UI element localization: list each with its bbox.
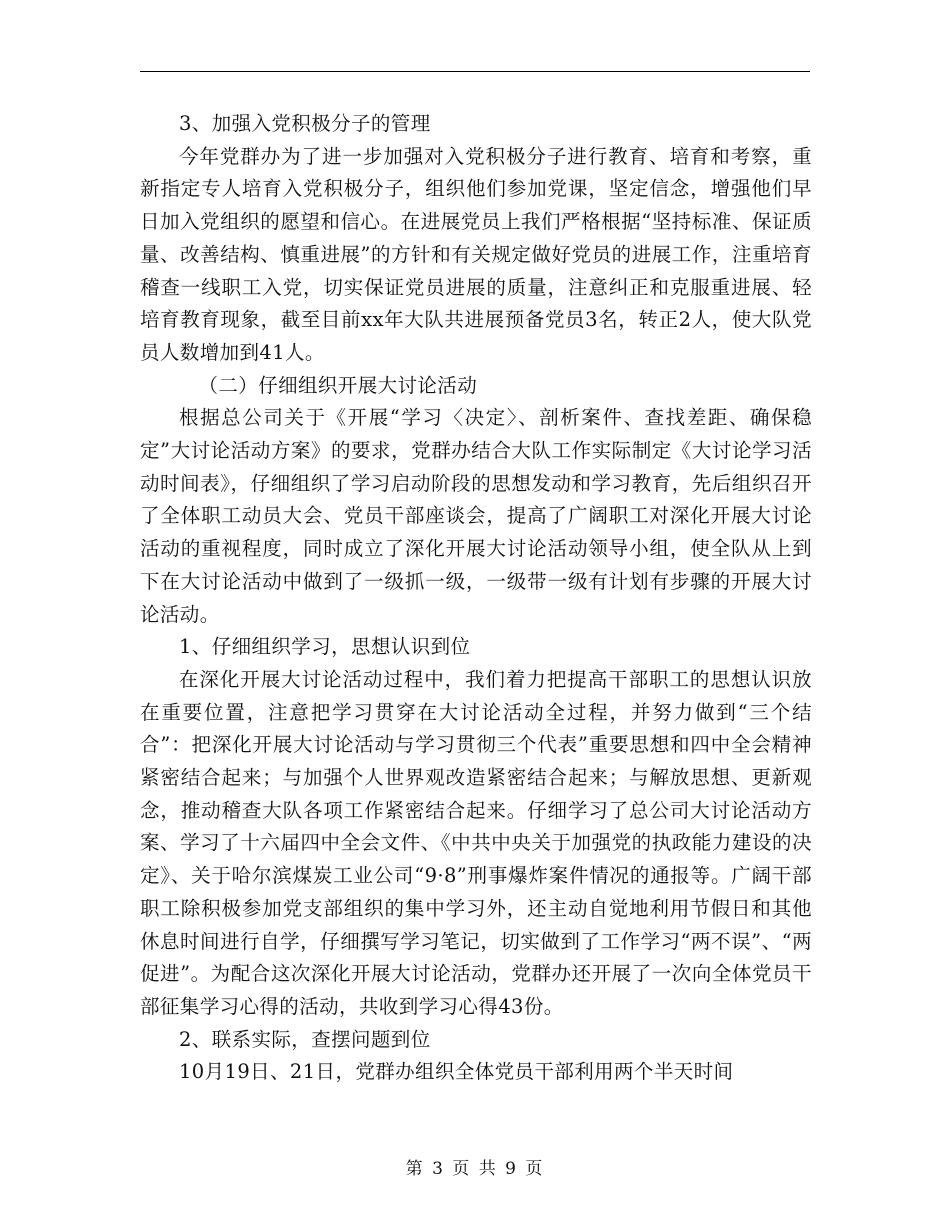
section-heading-2: （二）仔细组织开展大讨论活动: [198, 373, 478, 397]
paragraph-activist-management: 今年党群办为了进一步加强对入党积极分子进行教育、培育和考察，重新指定专人培育入党积极分子，组织他们参加党课，坚定信念，增强他们早日加入党组织的愿望和信心。在进展党员上我们严格根据“坚持标准、保证质量、改善结构、慎重进展”的方针和有关规定做好党员的进展工作，注重培育稽查一线职工入党，切实保证党员进展的质量，注意纠正和克服重进展、轻培育教育现象，截至目前xx年大队共进展预备党员3名，转正2人，使大队党员人数增加到41人。: [140, 144, 812, 364]
header-rule: [140, 71, 810, 72]
page-number-footer: 第 3 页 共 9 页: [405, 1159, 545, 1179]
section-heading-2b: 2、联系实际，查摆问题到位: [179, 1027, 431, 1051]
section-heading-1: 1、仔细组织学习，思想认识到位: [179, 635, 471, 659]
paragraph-study-organization: 在深化开展大讨论活动过程中，我们着力把提高干部职工的思想认识放在重要位置，注意把学习贯穿在大讨论活动全过程，并努力做到“三个结合”：把深化开展大讨论活动与学习贯彻三个代表”重要思想和四中全会精神紧密结合起来；与加强个人世界观改造紧密结合起来；与解放思想、更新观念，推动稽查大队各项工作紧密结合起来。仔细学习了总公司大讨论活动方案、学习了十六届四中全会文件、《中共中央关于加强党的执政能力建设的决定》、关于哈尔滨煤炭工业公司“9·8”刑事爆炸案件情况的通报等。广阔干部职工除积极参加党支部组织的集中学习外，还主动自觉地利用节假日和其他休息时间进行自学，仔细撰写学习笔记，切实做到了工作学习“两不误”、“两促进”。为配合这次深化开展大讨论活动，党群办还开展了一次向全体党员干部征集学习心得的活动，共收到学习心得43份。: [140, 667, 812, 1018]
document-body: [140, 108, 812, 1089]
paragraph-practical-issues: 10月19日、21日，党群办组织全体党员干部利用两个半天时间: [179, 1060, 734, 1084]
paragraph-discussion-activity: 根据总公司关于《开展“学习〈决定〉、剖析案件、查找差距、确保稳定”大讨论活动方案》的要求，党群办结合大队工作实际制定《大讨论学习活动时间表》，仔细组织了学习启动阶段的思想发动和学习教育，先后组织召开了全体职工动员大会、党员干部座谈会，提高了广阔职工对深化开展大讨论活动的重视程度，同时成立了深化开展大讨论活动领导小组，使全队从上到下在大讨论活动中做到了一级抓一级，一级带一级有计划有步骤的开展大讨论活动。: [140, 406, 812, 626]
section-heading-3: 3、加强入党积极分子的管理: [179, 112, 431, 135]
